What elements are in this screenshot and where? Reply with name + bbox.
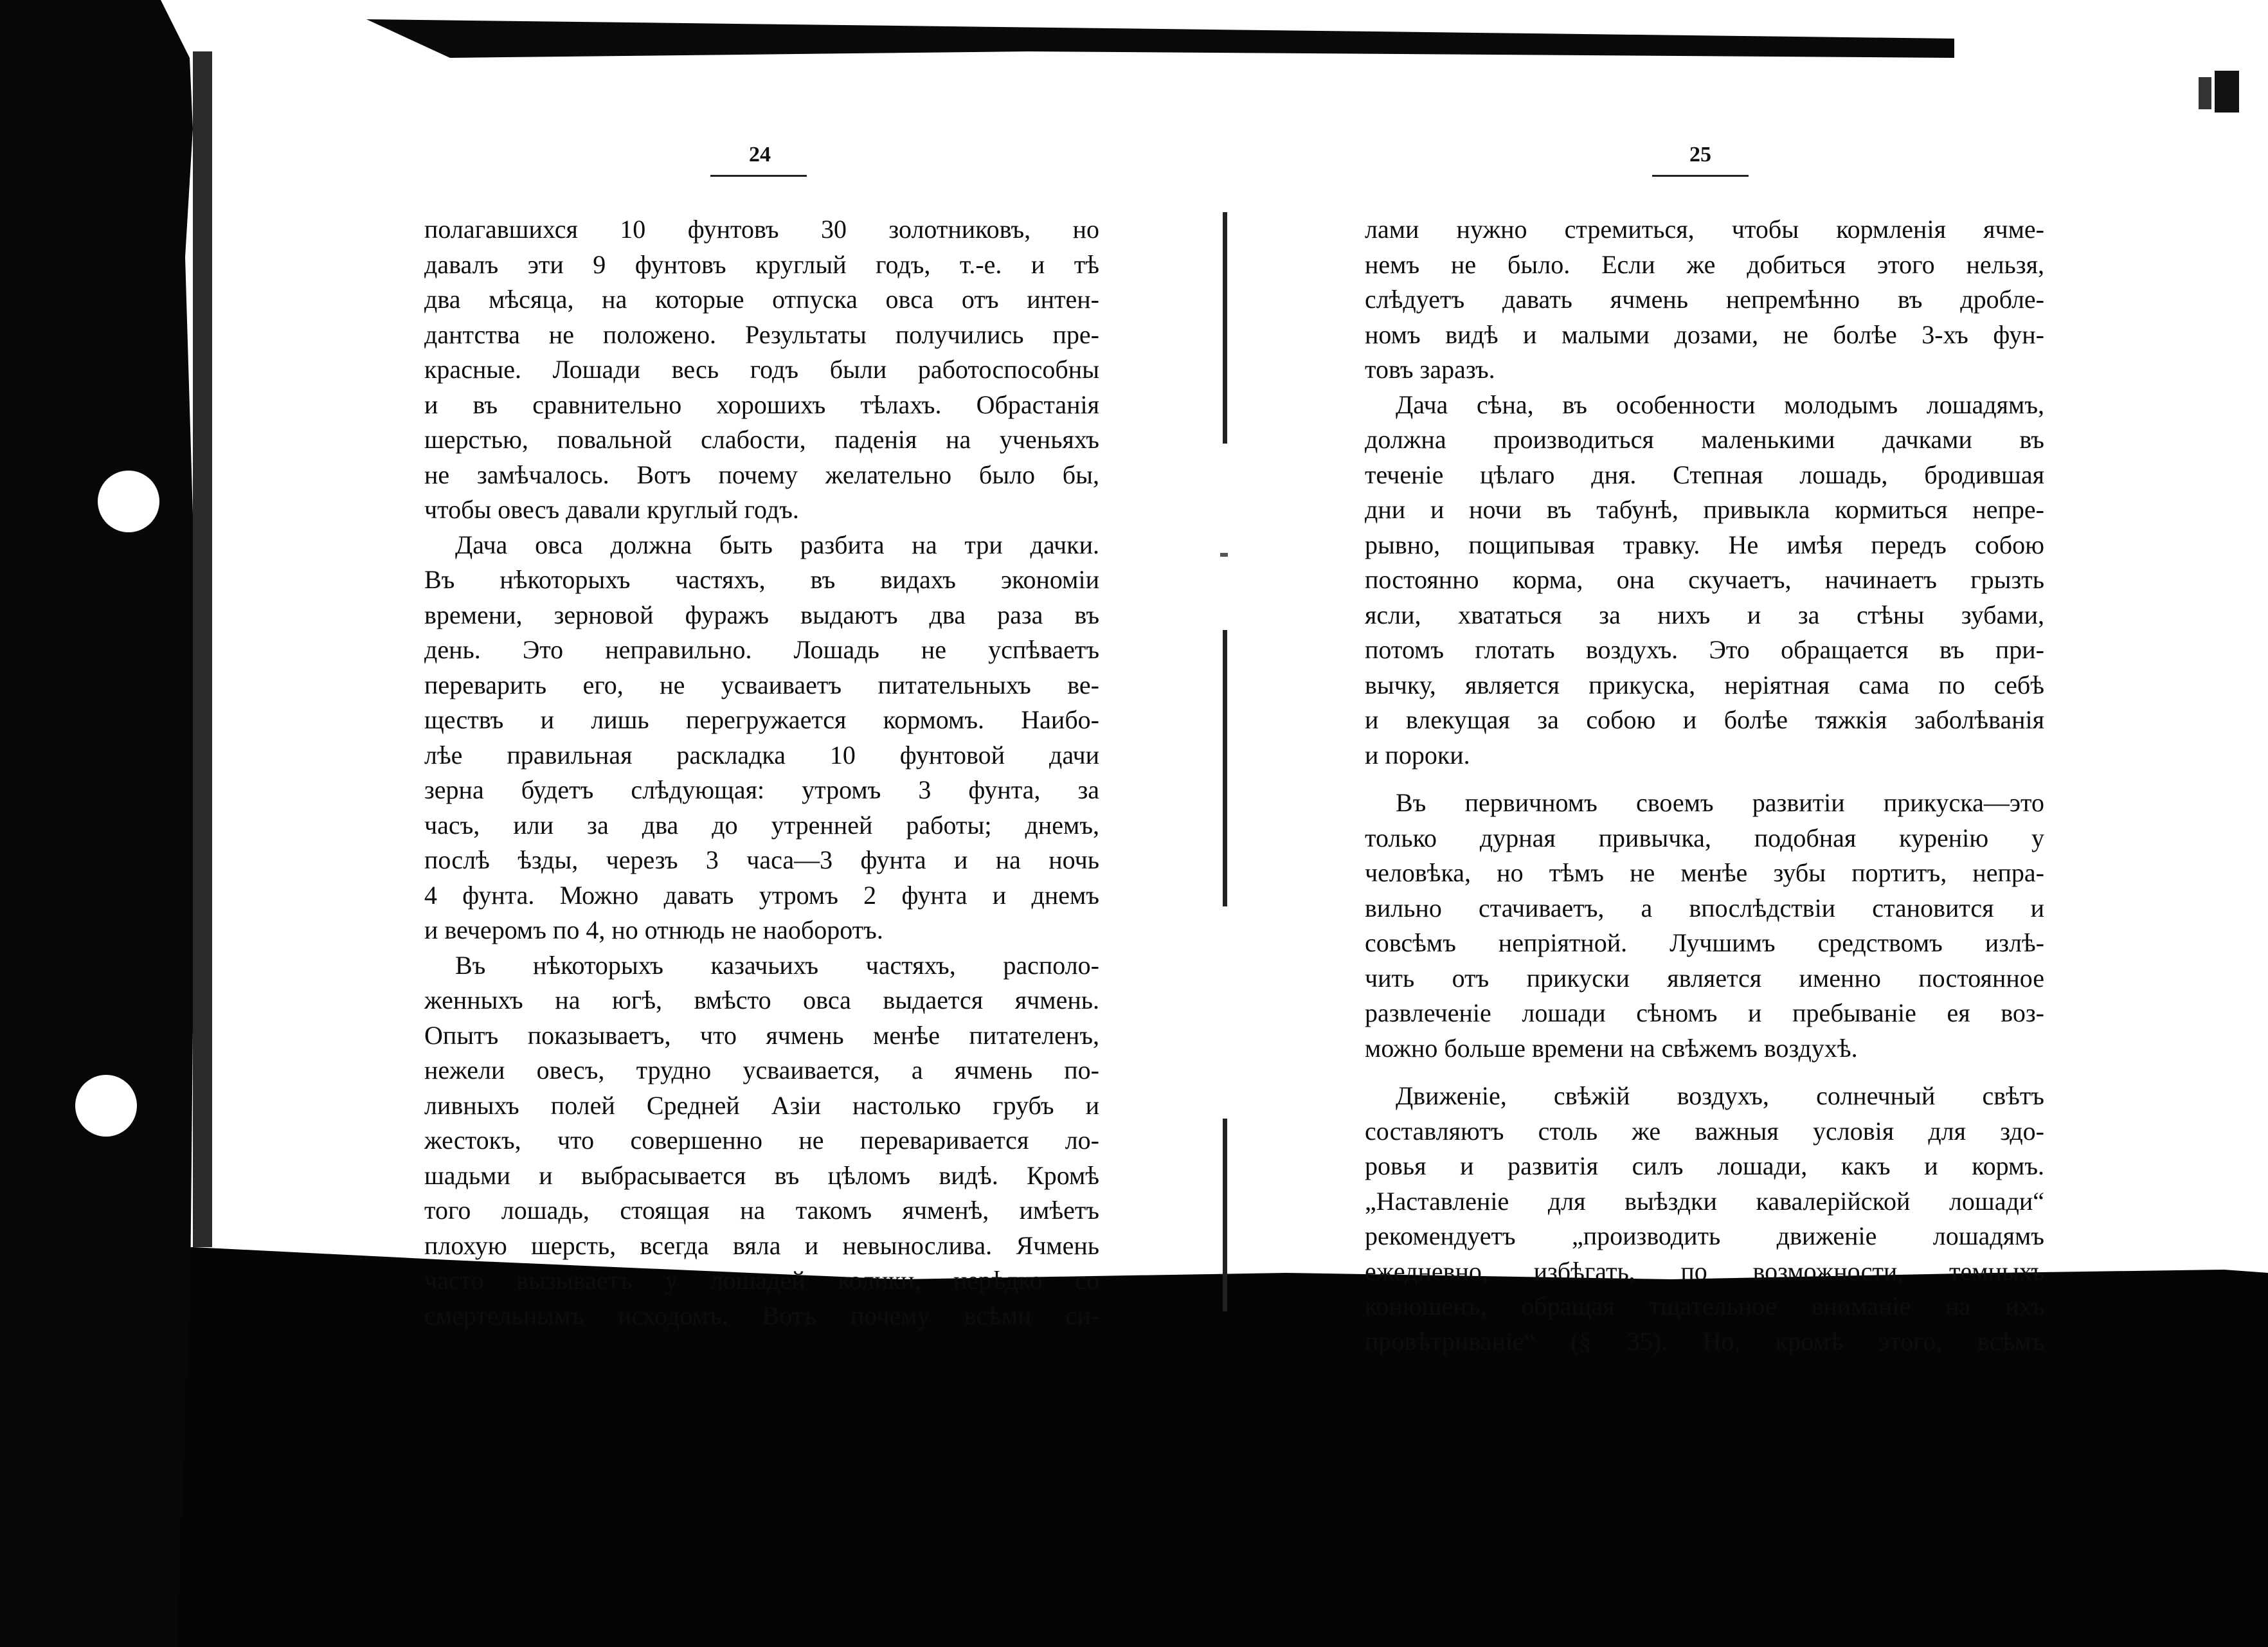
text-line: дантства не положено. Результаты получились пре- [424,320,1099,349]
text-line: 4 фунта. Можно давать утромъ 2 фунта и днемъ [424,880,1099,910]
text-line: часъ, или за два до утренней работы; днемъ, [424,810,1099,840]
text-line: составляютъ столь же важныя условія для здо- [1365,1116,2044,1146]
left-dark-border [0,0,194,1647]
text-line: Въ первичномъ своемъ развитіи прикуска—это [1396,788,2044,817]
text-line: рывно, пощипывая травку. Не имѣя передъ собою [1365,530,2044,559]
text-line: ровья и развитія силъ лошади, какъ и кормъ. [1365,1151,2044,1180]
text-line: и влекущая за собою и болѣе тяжкія заболѣванія [1365,705,2044,734]
text-line: не замѣчалось. Вотъ почему желательно было бы, [424,460,1099,489]
text-line: шадьми и выбрасывается въ цѣломъ видѣ. Кромѣ [424,1160,1099,1190]
text-line: „Наставленіе для выѣздки кавалерійской лошади“ [1365,1186,2044,1216]
text-line: рекомендуетъ „производить движеніе лошадямъ [1365,1221,2044,1250]
punch-hole-top [98,471,159,532]
text-line: конюшенъ, обращая тщательное вниманіе на ихъ [1365,1292,2044,1320]
gutter-mark-1 [1223,212,1227,444]
text-line: Дача овса должна быть разбита на три дачки. [455,530,1099,559]
text-line: слѣдуетъ давать ячмень непремѣнно въ дробле- [1365,285,2044,314]
text-line: ществъ и лишь перегружается кормомъ. Наибо- [424,705,1099,734]
text-line: теченіе цѣлаго дня. Степная лошадь, бродившая [1365,460,2044,489]
text-line: и вечеромъ по 4, но отнюдь не наоборотъ. [424,915,883,944]
text-line: смертельнымъ исходомъ. Вотъ почему всѣми си- [424,1300,1099,1330]
text-line: Въ нѣкоторыхъ казачьихъ частяхъ, располо- [455,950,1099,980]
text-line: потомъ глотать воздухъ. Это обращается въ при- [1365,635,2044,664]
text-line: дни и ночи въ табунѣ, привыкла кормиться непре- [1365,495,2044,524]
text-line: того лошадь, стоящая на такомъ ячменѣ, имѣетъ [424,1196,1099,1225]
text-line: часто вызываетъ у лошадей колики, нерѣдко со [424,1266,1099,1295]
text-line: женныхъ на югѣ, вмѣсто овса выдается ячмень. [424,986,1099,1014]
text-line: лами нужно стремиться, чтобы кормленія ячме- [1365,215,2044,244]
text-line: совсѣмъ непріятной. Лучшимъ средствомъ излѣ- [1365,928,2044,957]
text-line: Опытъ показываетъ, что ячмень менѣе питателенъ, [424,1020,1099,1050]
gutter-mark-2 [1223,630,1227,906]
text-line: нежели овесъ, трудно усваивается, а ячмень по- [424,1056,1099,1084]
text-line: можно больше времени на свѣжемъ воздухѣ. [1365,1033,1858,1063]
text-line: шерстью, повальной слабости, паденія на ученьяхъ [424,425,1099,454]
text-line: времени, зерновой фуражъ выдаютъ два раза въ [424,600,1099,629]
text-line: чить отъ прикуски является именно постоянное [1365,963,2044,993]
text-line: Дача сѣна, въ особенности молодымъ лошадямъ, [1396,390,2044,419]
text-line: номъ видѣ и малыми дозами, не болѣе 3-хъ фун- [1365,320,2044,349]
text-line: Движеніе, свѣжій воздухъ, солнечный свѣтъ [1396,1081,2044,1110]
right-edge-mark-small [2199,77,2211,109]
text-line: вычку, является прикуска, неріятная сама по себѣ [1365,670,2044,699]
text-line: переварить его, не усваиваетъ питательныхъ ве- [424,670,1099,699]
text-line: и въ сравнительно хорошихъ тѣлахъ. Обрастанія [424,390,1099,419]
text-line: Въ нѣкоторыхъ частяхъ, въ видахъ экономіи [424,565,1099,594]
right-page-number: 25 [1689,143,1711,166]
left-page-text [424,212,1099,1333]
worn-edge-strip [193,51,212,1247]
text-line: человѣка, но тѣмъ не менѣе зубы портитъ, непра- [1365,858,2044,887]
text-line: развлеченіе лошади сѣномъ и пребываніе ея воз- [1365,998,2044,1027]
text-line: ясли, хвататься за нихъ и за стѣны зубами, [1365,600,2044,629]
text-line: послѣ ѣзды, черезъ 3 часа—3 фунта и на ночь [424,845,1099,874]
text-line: должна производиться маленькими дачками въ [1365,425,2044,454]
text-line: жестокъ, что совершенно не переваривается ло- [424,1126,1099,1155]
left-page-number-rule [710,175,807,177]
punch-hole-bottom [75,1075,137,1137]
text-line: плохую шерсть, всегда вяла и невынослива. Ячмень [424,1230,1099,1260]
text-line: давалъ эти 9 фунтовъ круглый годъ, т.-е. и тѣ [424,249,1099,279]
gutter-mark-4 [1220,553,1228,557]
text-line: полагавшихся 10 фунтовъ 30 золотниковъ, но [424,215,1099,244]
text-line: вильно стачиваетъ, а впослѣдствіи становится и [1365,893,2044,923]
text-line: и пороки. [1365,740,1470,770]
top-dark-edge [366,19,1954,58]
text-line: зерна будетъ слѣдующая: утромъ 3 фунта, за [424,775,1099,804]
text-line: только дурная привычка, подобная куренію у [1365,823,2044,852]
right-page-text [1365,212,2044,1359]
text-line: товъ заразъ. [1365,355,1495,384]
text-line: ливныхъ полей Средней Азіи настолько грубъ и [424,1090,1099,1120]
text-line: провѣтриваніе“ (§ 35). Но, кромѣ этого, всѣмъ [1365,1326,2044,1356]
text-line: чтобы овесъ давали круглый годъ. [424,495,799,524]
text-line: лѣе правильная раскладка 10 фунтовой дачи [424,740,1099,770]
text-line: постоянно корма, она скучаетъ, начинаетъ грызть [1365,565,2044,594]
right-edge-mark [2215,71,2239,113]
text-line: красные. Лошади весь годъ были работоспособны [424,355,1099,384]
text-line: день. Это неправильно. Лошадь не успѣваетъ [424,635,1099,664]
text-line: ежедневно, избѣгать, по возможности, темныхъ [1365,1256,2044,1286]
left-page-number: 24 [749,143,771,166]
text-line: два мѣсяца, на которые отпуска овса отъ интен- [424,285,1099,314]
right-page-number-rule [1652,175,1749,177]
gutter-mark-3 [1223,1119,1227,1311]
text-line: немъ не было. Если же добиться этого нельзя, [1365,249,2044,279]
